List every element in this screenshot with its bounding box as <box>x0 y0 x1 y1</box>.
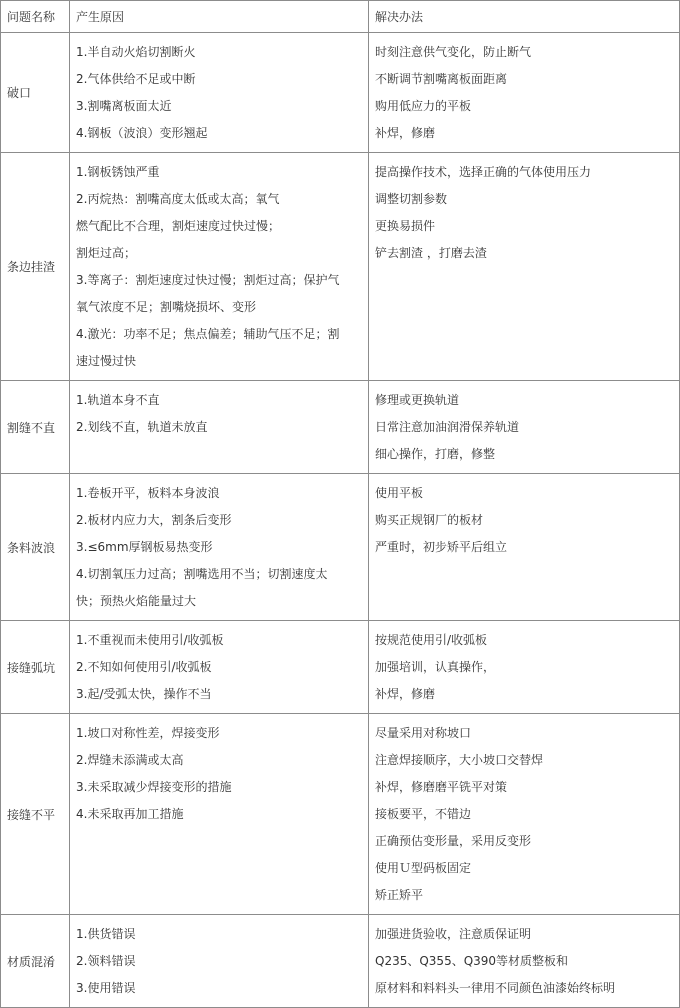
header-solution: 解决办法 <box>369 1 680 33</box>
problem-name: 条料波浪 <box>1 474 70 621</box>
cause-line: 2.不知如何使用引/收弧板 <box>76 660 212 674</box>
solution-line: 注意焊接顺序，大小坡口交替焊 <box>375 753 544 767</box>
solution-line: 补焊，修磨 <box>375 126 436 140</box>
cause-line: 速过慢过快 <box>76 354 137 368</box>
solution-line: 严重时，初步矫平后组立 <box>375 540 508 554</box>
table-row <box>1 915 680 1008</box>
cause-line: 1.卷板开平，板料本身波浪 <box>76 486 220 500</box>
table-row <box>1 33 680 153</box>
cause-line: 3.等离子：割炬速度过快过慢；割炬过高；保护气 <box>76 273 340 287</box>
solution-line: 购买正规钢厂的板材 <box>375 513 484 527</box>
solution-cell <box>369 474 680 621</box>
solution-line: 原材料和料料头一律用不同颜色油漆始终标明 <box>375 981 616 995</box>
solution-line: 接板要平，不错边 <box>375 807 472 821</box>
cause-line: 割炬过高； <box>76 246 137 260</box>
solution-line: 尽量采用对称坡口 <box>375 726 472 740</box>
table-row <box>1 381 680 474</box>
solution-line: 正确预估变形量，采用反变形 <box>375 834 532 848</box>
table-row <box>1 474 680 621</box>
solution-line: 加强培训，认真操作， <box>375 660 496 674</box>
solution-cell <box>369 915 680 1008</box>
solution-line: 购用低应力的平板 <box>375 99 472 113</box>
cause-cell <box>70 915 369 1008</box>
cause-line: 1.供货错误 <box>76 927 136 941</box>
solution-cell <box>369 381 680 474</box>
solution-line: 日常注意加油润滑保养轨道 <box>375 420 520 434</box>
solution-cell <box>369 621 680 714</box>
header-cause: 产生原因 <box>70 1 369 33</box>
cause-line: 1.钢板锈蚀严重 <box>76 165 160 179</box>
cause-line: 3.未采取减少焊接变形的措施 <box>76 780 232 794</box>
cause-line: 2.焊缝未添满或太高 <box>76 753 184 767</box>
cause-cell <box>70 153 369 381</box>
header-name: 问题名称 <box>1 1 70 33</box>
solution-line: 修理或更换轨道 <box>375 393 460 407</box>
cause-line: 2.气体供给不足或中断 <box>76 72 196 86</box>
problem-name: 破口 <box>1 33 70 153</box>
cause-line: 3.≤6mm厚钢板易热变形 <box>76 540 213 554</box>
problem-name: 接缝不平 <box>1 714 70 915</box>
table-row <box>1 714 680 915</box>
header-row <box>1 1 680 33</box>
cause-line: 1.坡口对称性差，焊接变形 <box>76 726 220 740</box>
cause-cell <box>70 33 369 153</box>
solution-cell <box>369 714 680 915</box>
solution-cell <box>369 153 680 381</box>
solution-line: 更换易损件 <box>375 219 436 233</box>
cause-cell <box>70 381 369 474</box>
cause-cell <box>70 621 369 714</box>
cause-line: 2.领料错误 <box>76 954 136 968</box>
cause-line: 3.起/受弧太快，操作不当 <box>76 687 212 701</box>
solution-line: 不断调节割嘴离板面距离 <box>375 72 508 86</box>
cause-line: 4.钢板（波浪）变形翘起 <box>76 126 208 140</box>
cause-line: 1.轨道本身不直 <box>76 393 160 407</box>
problem-name: 材质混淆 <box>1 915 70 1008</box>
table-row <box>1 621 680 714</box>
solution-line: 调整切割参数 <box>375 192 448 206</box>
problem-name: 条边挂渣 <box>1 153 70 381</box>
solution-line: Q235、Q355、Q390等材质整板和 <box>375 954 569 968</box>
solution-line: 补焊，修磨磨平铣平对策 <box>375 780 508 794</box>
cause-line: 氧气浓度不足；割嘴烧损坏、变形 <box>76 300 257 314</box>
cause-line: 燃气配比不合理，割炬速度过快过慢； <box>76 219 281 233</box>
solution-line: 使用平板 <box>375 486 424 500</box>
solution-line: 使用Ｕ型码板固定 <box>375 861 472 875</box>
cause-line: 2.丙烷热：割嘴高度太低或太高；氧气 <box>76 192 280 206</box>
solution-line: 按规范使用引/收弧板 <box>375 633 488 647</box>
cause-line: 3.使用错误 <box>76 981 136 995</box>
cause-line: 4.未采取再加工措施 <box>76 807 184 821</box>
problem-name: 割缝不直 <box>1 381 70 474</box>
cause-line: 4.激光：功率不足；焦点偏差；辅助气压不足；割 <box>76 327 340 341</box>
cause-line: 1.半自动火焰切割断火 <box>76 45 196 59</box>
table-row <box>1 153 680 381</box>
cause-line: 1.不重视而未使用引/收弧板 <box>76 633 224 647</box>
solution-line: 细心操作，打磨，修整 <box>375 447 496 461</box>
cause-cell <box>70 714 369 915</box>
solution-line: 铲去割渣 ，打磨去渣 <box>375 246 487 260</box>
problem-name: 接缝弧坑 <box>1 621 70 714</box>
solution-line: 时刻注意供气变化，防止断气 <box>375 45 532 59</box>
cause-cell <box>70 474 369 621</box>
cause-line: 3.割嘴离板面太近 <box>76 99 172 113</box>
solution-line: 加强进货验收，注意质保证明 <box>375 927 532 941</box>
cause-line: 快；预热火焰能量过大 <box>76 594 197 608</box>
solution-line: 矫正矫平 <box>375 888 424 902</box>
cause-line: 4.切割氧压力过高；割嘴选用不当；切割速度太 <box>76 567 328 581</box>
solution-cell <box>369 33 680 153</box>
cause-line: 2.板材内应力大，割条后变形 <box>76 513 232 527</box>
solution-line: 提高操作技术，选择正确的气体使用压力 <box>375 165 592 179</box>
solution-line: 补焊，修磨 <box>375 687 436 701</box>
cause-line: 2.划线不直，轨道未放直 <box>76 420 208 434</box>
